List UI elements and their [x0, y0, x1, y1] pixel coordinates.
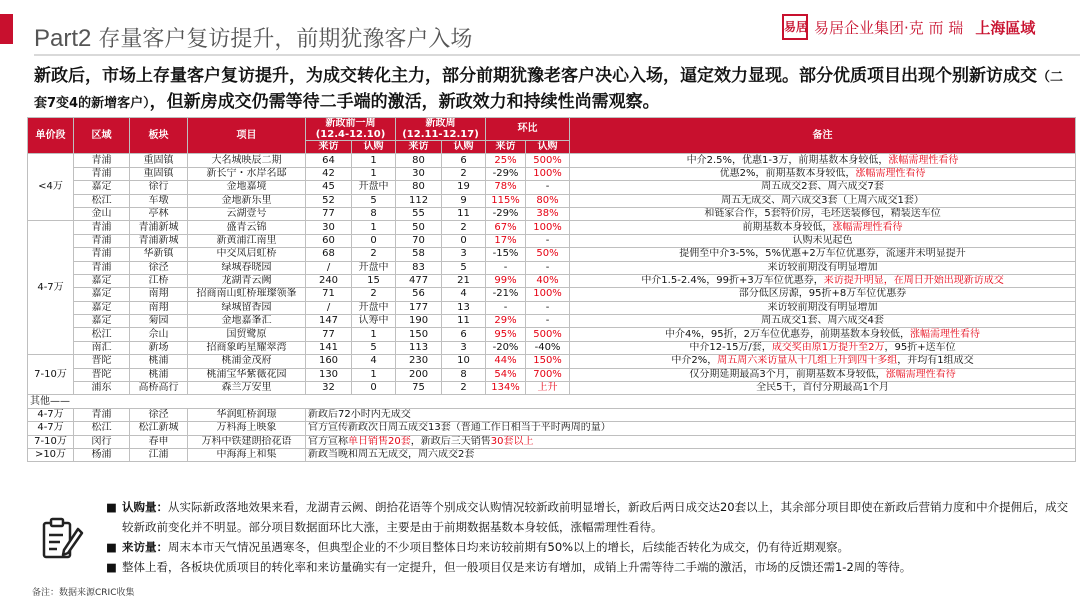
cell-visits-ratio: 67% — [486, 221, 526, 234]
table-row — [28, 448, 1076, 461]
cell-remark — [570, 288, 1076, 301]
cell-subs-pre: 开盘中 — [352, 181, 396, 194]
cell-subs-pre: 2 — [352, 288, 396, 301]
cell-district: 普陀 — [74, 355, 130, 368]
remark-text: 部分低区房源，95折+8万车位优惠券 — [738, 288, 907, 300]
project-table — [27, 117, 1076, 462]
cell-visits-new: 70 — [396, 234, 442, 247]
cell-project: 大名城映辰二期 — [188, 154, 306, 167]
cell-project: 国贸鹭原 — [188, 328, 306, 341]
cell-price: 7-10万 — [28, 355, 74, 395]
cell-project: 招商象屿星耀翠湾 — [188, 341, 306, 354]
th-subs-ratio: 认购 — [526, 141, 570, 154]
cell-price: 4-7万 — [28, 408, 74, 421]
cell-subs-pre: 4 — [352, 355, 396, 368]
cell-subs-pre: 0 — [352, 382, 396, 395]
cell-block: 青浦新城 — [130, 221, 188, 234]
remark-tail: ，95折+送车位 — [884, 342, 956, 354]
table-row — [28, 382, 1076, 395]
cell-project: 招商南山虹桥璀璨领峯 — [188, 288, 306, 301]
cell-subs-new: 6 — [442, 328, 486, 341]
table-row — [28, 301, 1076, 314]
table-row — [28, 234, 1076, 247]
th-district: 区域 — [74, 118, 130, 154]
cell-district: 青浦 — [74, 261, 130, 274]
remark-highlight: 周五周六来访量从十几组上升到四十多组 — [717, 355, 898, 367]
remark-text: 中介2%， — [671, 355, 718, 367]
cell-subs-pre: 0 — [352, 234, 396, 247]
th-visits-ratio: 来访 — [486, 141, 526, 154]
cell-subs-ratio: 上升 — [526, 382, 570, 395]
other-section-row — [28, 395, 1076, 408]
cell-visits-pre: 52 — [306, 194, 352, 207]
cell-block: 重固镇 — [130, 154, 188, 167]
cell-remark — [570, 154, 1076, 167]
cell-visits-ratio: 44% — [486, 355, 526, 368]
cell-project: 万科海上映象 — [188, 422, 306, 435]
cell-district: 青浦 — [74, 154, 130, 167]
cell-remark — [570, 261, 1076, 274]
cell-subs-ratio: - — [526, 181, 570, 194]
remark-text: 周五成交2套、周六成交7套 — [761, 181, 884, 193]
cell-subs-new: 5 — [442, 261, 486, 274]
cell-subs-ratio: - — [526, 301, 570, 314]
cell-visits-pre: 160 — [306, 355, 352, 368]
remark-tail: ，并均有1组成交 — [897, 355, 974, 367]
cell-visits-pre: 77 — [306, 328, 352, 341]
remark-text: 前期基数本身较低， — [742, 221, 833, 233]
cell-district: 嘉定 — [74, 288, 130, 301]
cell-subs-new: 13 — [442, 301, 486, 314]
note-item: ■ 来访量：周末本市天气情况虽遇寒冬，但典型企业的不少项目整体日均来访较前期有50%以上的增长，后续能否转化为成交，仍有待近期观察。 — [106, 540, 850, 554]
cell-subs-pre: 15 — [352, 274, 396, 287]
cell-block: 徐行 — [130, 181, 188, 194]
title-divider — [34, 54, 1080, 56]
cell-block: 车墩 — [130, 194, 188, 207]
cell-project: 金地嘉境 — [188, 181, 306, 194]
cell-visits-ratio: -21% — [486, 288, 526, 301]
cell-visits-pre: 68 — [306, 248, 352, 261]
other-section-label: 其他—— — [28, 395, 1076, 408]
th-subs-pre: 认购 — [352, 141, 396, 154]
cell-block: 桃浦 — [130, 355, 188, 368]
cell-district: 嘉定 — [74, 181, 130, 194]
cell-visits-ratio: 54% — [486, 368, 526, 381]
cell-district: 青浦 — [74, 221, 130, 234]
cell-visits-new: 80 — [396, 154, 442, 167]
cell-remark — [570, 194, 1076, 207]
cell-subs-new: 11 — [442, 315, 486, 328]
cell-project: 金地新乐里 — [188, 194, 306, 207]
remark-text: 周五成交1套、周六成交4套 — [761, 315, 884, 327]
cell-subs-new: 3 — [442, 248, 486, 261]
cell-block: 菊园 — [130, 315, 188, 328]
remark-tail: ，新政后三天销售 — [410, 435, 491, 447]
table-row — [28, 341, 1076, 354]
cell-block: 南翔 — [130, 301, 188, 314]
cell-subs-new: 2 — [442, 382, 486, 395]
remark-text: 新政后72小时内无成交 — [308, 409, 411, 420]
remark-highlight: 涨幅需理性看待 — [909, 328, 980, 340]
cell-subs-new: 0 — [442, 234, 486, 247]
cell-project: 桃浦宝华紫薇花园 — [188, 368, 306, 381]
cell-remark — [570, 315, 1076, 328]
cell-subs-ratio: - — [526, 234, 570, 247]
remark-text: 官方宣传新政次日周五成交13套（普通工作日相当于平时两周的量） — [308, 422, 611, 434]
cell-district: 松江 — [74, 422, 130, 435]
cell-district: 青浦 — [74, 408, 130, 421]
cell-visits-new: 58 — [396, 248, 442, 261]
cell-district: 嘉定 — [74, 301, 130, 314]
cell-remark — [570, 274, 1076, 287]
cell-subs-new: 19 — [442, 181, 486, 194]
table-row — [28, 207, 1076, 220]
cell-visits-ratio: 78% — [486, 181, 526, 194]
cell-subs-new: 9 — [442, 194, 486, 207]
cell-project: 云湖壹号 — [188, 207, 306, 220]
cell-visits-new: 150 — [396, 328, 442, 341]
cell-visits-new: 55 — [396, 207, 442, 220]
cell-visits-ratio: - — [486, 301, 526, 314]
cell-visits-pre: 42 — [306, 167, 352, 180]
cell-project: 新黄浦江南里 — [188, 234, 306, 247]
cell-visits-ratio: -15% — [486, 248, 526, 261]
cell-visits-pre: 130 — [306, 368, 352, 381]
remark-text: 和链家合作，5套特价房，毛坯送装修包，精装送车位 — [704, 208, 941, 220]
cell-remark — [570, 221, 1076, 234]
cell-subs-new: 6 — [442, 154, 486, 167]
cell-subs-ratio: - — [526, 315, 570, 328]
cell-district: 青浦 — [74, 167, 130, 180]
cell-district: 嘉定 — [74, 274, 130, 287]
cell-visits-pre: 240 — [306, 274, 352, 287]
table-row — [28, 422, 1076, 435]
brand-logo — [782, 14, 1035, 40]
cell-subs-ratio: 500% — [526, 328, 570, 341]
cell-block: 高桥高行 — [130, 382, 188, 395]
cell-remark — [306, 422, 1076, 435]
cell-remark — [570, 234, 1076, 247]
cell-subs-new: 2 — [442, 167, 486, 180]
th-visits-new: 来访 — [396, 141, 442, 154]
cell-subs-new: 2 — [442, 221, 486, 234]
cell-visits-ratio: - — [486, 261, 526, 274]
table-row — [28, 194, 1076, 207]
cell-visits-new: 75 — [396, 382, 442, 395]
remark-text: 来访较前期没有明显增加 — [767, 261, 878, 273]
cell-visits-new: 56 — [396, 288, 442, 301]
cell-subs-ratio: - — [526, 261, 570, 274]
page-title: Part2 存量客户复访提升，前期犹豫客户入场 — [34, 25, 473, 52]
remark-highlight: 涨幅需理性看待 — [832, 221, 903, 233]
cell-remark — [570, 207, 1076, 220]
cell-block: 青浦新城 — [130, 234, 188, 247]
cell-visits-pre: 32 — [306, 382, 352, 395]
cell-price: >10万 — [28, 448, 74, 461]
cell-price: 7-10万 — [28, 435, 74, 448]
cell-district: 青浦 — [74, 234, 130, 247]
cell-visits-ratio: 95% — [486, 328, 526, 341]
table-row — [28, 274, 1076, 287]
remark-highlight: 涨幅需理性看待 — [855, 167, 926, 179]
cell-project: 金地嘉峯汇 — [188, 315, 306, 328]
cell-visits-new: 112 — [396, 194, 442, 207]
th-subs-new: 认购 — [442, 141, 486, 154]
cell-visits-ratio: 134% — [486, 382, 526, 395]
remark-highlight: 单日销售20套 — [348, 435, 411, 447]
cell-visits-ratio: -20% — [486, 341, 526, 354]
title-accent-bar — [0, 14, 13, 44]
remark-text: 中介4%，95折，2万车位优惠券，前期基数本身较低， — [665, 328, 910, 340]
cell-subs-pre: 开盘中 — [352, 301, 396, 314]
remark-text: 中介1.5-2.4%，99折+3万车位优惠券， — [641, 275, 824, 287]
clipboard-pen-icon — [38, 515, 86, 563]
cell-district: 浦东 — [74, 382, 130, 395]
logo-mark: 易居 — [782, 14, 808, 40]
remark-text: 中介12-15万/套， — [689, 342, 772, 354]
table-row — [28, 315, 1076, 328]
table-row — [28, 261, 1076, 274]
cell-project: 绿城春晓园 — [188, 261, 306, 274]
cell-subs-ratio: 150% — [526, 355, 570, 368]
cell-visits-new: 177 — [396, 301, 442, 314]
cell-district: 普陀 — [74, 368, 130, 381]
remark-highlight: 30套以上 — [490, 435, 534, 447]
cell-visits-pre: / — [306, 261, 352, 274]
cell-visits-new: 113 — [396, 341, 442, 354]
cell-subs-pre: 2 — [352, 248, 396, 261]
cell-project: 中交凤启虹桥 — [188, 248, 306, 261]
table-row — [28, 181, 1076, 194]
remark-text: 全民5千，首付分期最高1个月 — [756, 382, 889, 394]
remark-text: 提佣至中介3-5%，5%优惠+2万车位优惠券，流速并未明显提升 — [679, 248, 966, 260]
cell-price: <4万 — [28, 154, 74, 221]
remark-text: 新政当晚和周五无成交，周六成交2套 — [308, 449, 475, 461]
logo-region: 上海區域 — [975, 18, 1036, 37]
cell-project: 万科中铁建朗拾花语 — [188, 435, 306, 448]
cell-subs-new: 4 — [442, 288, 486, 301]
cell-project: 新长宁・水岸名邸 — [188, 167, 306, 180]
remark-text: 来访较前期没有明显增加 — [767, 301, 878, 313]
remark-text: 官方宣称 — [308, 435, 348, 447]
cell-subs-ratio: 500% — [526, 154, 570, 167]
remark-text: 中介2.5%，优惠1-3万，前期基数本身较低， — [686, 154, 889, 166]
th-block: 板块 — [130, 118, 188, 154]
cell-block: 桃浦 — [130, 368, 188, 381]
cell-remark — [570, 248, 1076, 261]
cell-subs-ratio: 50% — [526, 248, 570, 261]
notes-list — [106, 497, 1074, 577]
table-row — [28, 288, 1076, 301]
cell-subs-new: 10 — [442, 355, 486, 368]
cell-visits-pre: / — [306, 301, 352, 314]
cell-visits-pre: 45 — [306, 181, 352, 194]
cell-block: 江桥 — [130, 274, 188, 287]
lead-paragraph: 新政后，市场上存量客户复访提升，为成交转化主力，部分前期犹豫老客户决心入场，逼定效力显现。部分优质项目出现个别新访成交（二套7变4的新增客户），但新房成交仍需等待二手端的激活，新政效力和持续性尚需观察。 — [34, 66, 1064, 112]
cell-remark — [570, 167, 1076, 180]
remark-text: 仅分期延期最高3个月，前期基数本身较低， — [689, 368, 886, 380]
th-pre-week: 新政前一周 (12.4-12.10) — [306, 118, 396, 141]
table-body — [28, 154, 1076, 462]
cell-block: 松江新城 — [130, 422, 188, 435]
table-row — [28, 368, 1076, 381]
cell-district: 南汇 — [74, 341, 130, 354]
cell-visits-pre: 147 — [306, 315, 352, 328]
cell-visits-pre: 71 — [306, 288, 352, 301]
remark-highlight: 来访提升明显，在周日开始出现新访成交 — [823, 275, 1004, 287]
cell-subs-new: 11 — [442, 207, 486, 220]
cell-visits-new: 477 — [396, 274, 442, 287]
cell-subs-pre: 认筹中 — [352, 315, 396, 328]
note-item: ■ 整体上看，各板块优质项目的转化率和来访量确实有一定提升，但一般项目仅是来访有增加，成销上升需等待二手端的激活，市场的反馈还需1-2周的等待。 — [106, 560, 912, 574]
cell-visits-new: 190 — [396, 315, 442, 328]
footer-source: 备注：数据来源CRIC收集 — [32, 588, 135, 598]
remark-highlight: 涨幅需理性看待 — [888, 154, 959, 166]
cell-visits-ratio: -29% — [486, 167, 526, 180]
cell-subs-new: 21 — [442, 274, 486, 287]
cell-subs-pre: 1 — [352, 221, 396, 234]
cell-remark — [570, 301, 1076, 314]
cell-price: 4-7万 — [28, 221, 74, 355]
cell-visits-new: 50 — [396, 221, 442, 234]
table-row — [28, 328, 1076, 341]
cell-subs-pre: 1 — [352, 154, 396, 167]
th-ratio: 环比 — [486, 118, 570, 141]
table-row — [28, 435, 1076, 448]
table-row — [28, 355, 1076, 368]
header — [0, 0, 1080, 62]
cell-visits-pre: 60 — [306, 234, 352, 247]
note-item: ■ 认购量：从实际新政落地效果来看，龙湖青云阙、朗拾花语等个别成交认购情况较新政前明显增长，新政后两日成交达20套以上，其余部分项目即使在新政后营销力度和中介提佣后，成交较新政前变化并不明显。部分项目数据面环比大涨，主要是由于前期数据基数本身较低，涨幅需理性看待。 — [106, 500, 1069, 534]
cell-district: 松江 — [74, 194, 130, 207]
cell-remark — [570, 355, 1076, 368]
cell-subs-new: 3 — [442, 341, 486, 354]
cell-project: 桃浦金茂府 — [188, 355, 306, 368]
remark-highlight: 涨幅需理性看待 — [885, 368, 956, 380]
cell-visits-new: 30 — [396, 167, 442, 180]
cell-visits-pre: 64 — [306, 154, 352, 167]
cell-subs-ratio: 100% — [526, 167, 570, 180]
cell-block: 佘山 — [130, 328, 188, 341]
cell-district: 杨浦 — [74, 448, 130, 461]
cell-project: 中海海上和集 — [188, 448, 306, 461]
cell-subs-ratio: 80% — [526, 194, 570, 207]
table-row — [28, 248, 1076, 261]
cell-price: 4-7万 — [28, 422, 74, 435]
cell-subs-ratio: 100% — [526, 221, 570, 234]
remark-text: 周五无成交、周六成交3套（上周六成交1套） — [721, 194, 924, 206]
table-row — [28, 167, 1076, 180]
cell-subs-pre: 1 — [352, 167, 396, 180]
cell-project: 龙湖青云阙 — [188, 274, 306, 287]
cell-district: 松江 — [74, 328, 130, 341]
cell-project: 华润虹桥润璟 — [188, 408, 306, 421]
cell-visits-pre: 77 — [306, 207, 352, 220]
cell-visits-ratio: 29% — [486, 315, 526, 328]
cell-block: 华新镇 — [130, 248, 188, 261]
cell-district: 金山 — [74, 207, 130, 220]
th-new-week: 新政周 (12.11-12.17) — [396, 118, 486, 141]
cell-remark — [306, 448, 1076, 461]
table-row — [28, 221, 1076, 234]
cell-block: 南翔 — [130, 288, 188, 301]
cell-remark — [570, 328, 1076, 341]
remark-text: 认购未见起色 — [792, 234, 853, 246]
cell-project: 森兰万安里 — [188, 382, 306, 395]
cell-remark — [306, 408, 1076, 421]
cell-remark — [570, 181, 1076, 194]
cell-block: 春申 — [130, 435, 188, 448]
th-price: 单价段 — [28, 118, 74, 154]
cell-subs-ratio: -40% — [526, 341, 570, 354]
cell-remark — [570, 368, 1076, 381]
cell-subs-pre: 1 — [352, 328, 396, 341]
cell-project: 盛青云锦 — [188, 221, 306, 234]
cell-subs-pre: 开盘中 — [352, 261, 396, 274]
cell-visits-new: 230 — [396, 355, 442, 368]
cell-visits-ratio: 17% — [486, 234, 526, 247]
cell-subs-pre: 1 — [352, 368, 396, 381]
cell-subs-ratio: 40% — [526, 274, 570, 287]
cell-subs-pre: 5 — [352, 194, 396, 207]
table-row — [28, 154, 1076, 167]
cell-district: 闵行 — [74, 435, 130, 448]
cell-block: 徐泾 — [130, 408, 188, 421]
cell-block: 新场 — [130, 341, 188, 354]
th-remark: 备注 — [570, 118, 1076, 154]
cell-visits-new: 200 — [396, 368, 442, 381]
cell-visits-ratio: 25% — [486, 154, 526, 167]
cell-visits-new: 80 — [396, 181, 442, 194]
remark-text: 优惠2%，前期基数本身较低， — [719, 167, 856, 179]
cell-remark — [570, 382, 1076, 395]
cell-subs-ratio: 700% — [526, 368, 570, 381]
th-project: 项目 — [188, 118, 306, 154]
cell-subs-pre: 5 — [352, 341, 396, 354]
cell-visits-pre: 141 — [306, 341, 352, 354]
remark-highlight: 成交奖由原1万提升至2万 — [771, 342, 885, 354]
cell-subs-pre: 8 — [352, 207, 396, 220]
cell-visits-ratio: 115% — [486, 194, 526, 207]
cell-subs-ratio: 100% — [526, 288, 570, 301]
cell-district: 青浦 — [74, 248, 130, 261]
cell-block: 重固镇 — [130, 167, 188, 180]
cell-subs-new: 8 — [442, 368, 486, 381]
cell-block: 徐泾 — [130, 261, 188, 274]
cell-district: 嘉定 — [74, 315, 130, 328]
cell-block: 亭林 — [130, 207, 188, 220]
cell-remark — [570, 341, 1076, 354]
cell-visits-pre: 30 — [306, 221, 352, 234]
logo-text: 易居企业集团·克 而 瑞 — [814, 18, 964, 37]
cell-visits-ratio: -29% — [486, 207, 526, 220]
cell-block: 江浦 — [130, 448, 188, 461]
th-visits-pre: 来访 — [306, 141, 352, 154]
table-row — [28, 408, 1076, 421]
cell-project: 绿城留香园 — [188, 301, 306, 314]
cell-subs-ratio: 38% — [526, 207, 570, 220]
cell-visits-new: 83 — [396, 261, 442, 274]
cell-remark — [306, 435, 1076, 448]
cell-visits-ratio: 99% — [486, 274, 526, 287]
